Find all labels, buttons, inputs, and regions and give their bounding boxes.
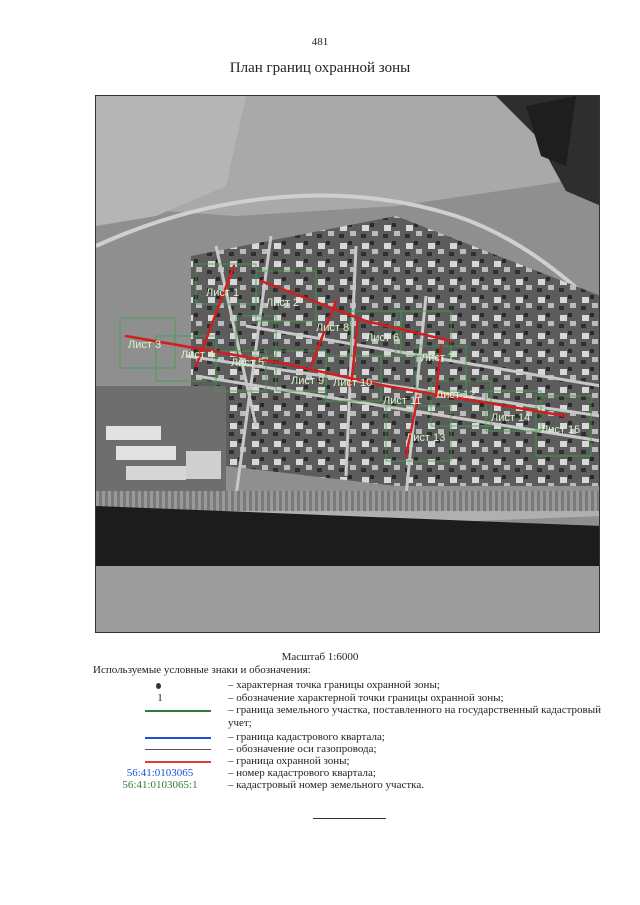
legend-text: – граница охранной зоны; (228, 755, 350, 767)
zone-line-symbol (145, 761, 211, 763)
boundary-point-icon (156, 683, 161, 689)
sheet-label-1: Лист 1 (206, 287, 240, 299)
legend-text: – граница земельного участка, поставленного на государственный кадастровый учет; (228, 704, 601, 729)
point-number-symbol: 1 (157, 692, 163, 704)
sheet-label-3: Лист 3 (128, 339, 162, 351)
page-number: 481 (311, 36, 329, 48)
gas-axis-line-symbol (145, 749, 211, 750)
quarter-line-symbol (145, 737, 211, 739)
legend-text: – характерная точка границы охранной зоны; (228, 679, 440, 691)
page-title: План границ охранной зоны (229, 60, 411, 76)
parcel-line-symbol (145, 710, 211, 712)
legend-text: – номер кадастрового квартала; (228, 767, 376, 779)
legend-text: – обозначение характерной точки границы охранной зоны; (228, 692, 504, 704)
railway (96, 491, 600, 511)
footer-rule (313, 818, 386, 819)
scale-label: Масштаб 1:6000 (281, 651, 359, 663)
sheet-label-11: Лист 11 (383, 395, 422, 407)
legend-row-parcel-code (95, 779, 605, 793)
sheet-label-15: Лист 15 (541, 424, 581, 436)
sheet-label-9: Лист 9 (291, 375, 325, 387)
map-canvas (96, 96, 600, 633)
sheet-label-13: Лист 13 (406, 432, 446, 444)
sheet-label-12: Лист 12 (436, 389, 476, 401)
sheet-label-7: Лист 7 (421, 352, 455, 364)
sheet-label-5: Лист 5 (231, 357, 265, 369)
parcel-code-symbol: 56:41:0103065:1 (122, 779, 198, 791)
sheet-label-6: Лист 6 (366, 332, 400, 344)
south-farm-field (96, 566, 600, 633)
sheet-label-8: Лист 8 (316, 322, 350, 334)
sheet-label-4: Лист 4 (181, 349, 215, 361)
aerial-map[interactable] (95, 95, 600, 633)
legend-title: Используемые условные знаки и обозначения: (93, 664, 311, 676)
legend-row-point (95, 679, 605, 693)
quarter-code-symbol: 56:41:0103065 (126, 767, 194, 779)
legend-row-parcel (95, 704, 605, 730)
legend-text: – обозначение оси газопровода; (228, 743, 377, 755)
sheet-label-2: Лист 2 (266, 297, 300, 309)
sheet-label-14: Лист 14 (491, 412, 531, 424)
sheet-label-10: Лист 10 (333, 377, 373, 389)
legend-text: – кадастровый номер земельного участка. (228, 779, 424, 791)
legend-text: – граница кадастрового квартала; (228, 731, 385, 743)
